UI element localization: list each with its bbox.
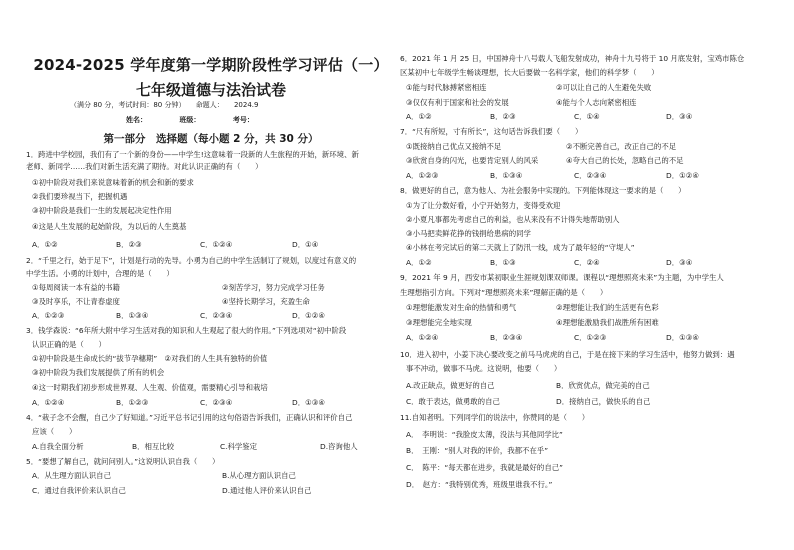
statement: ④能与个人志向紧密相连 <box>556 98 637 107</box>
exam-info <box>70 100 266 110</box>
question-line: 11.自知者明。下列同学们的说法中，你赞同的是（ ） <box>400 413 590 422</box>
statement-row <box>406 318 659 328</box>
question-line: 应该（ ） <box>32 427 77 436</box>
question-line: 生理想指引方向。下列对“理想照亮未来”理解正确的是（ ） <box>400 288 608 297</box>
question-line: 老师、新同学……我们对新生活充满了期待。对此认识正确的有（ ） <box>26 162 263 171</box>
statement: ①能与时代脉搏紧密相连 <box>406 83 487 92</box>
statement: ②我们要珍视当下，把握机遇 <box>32 192 128 201</box>
option: A．①②④ <box>406 333 439 342</box>
question-line: 9．2021 年 9 月，西安市某初职业生涯规划课双师课。课程以“理想照亮未来”为主题，为中学生人 <box>400 273 724 282</box>
option: D．①③④ <box>292 398 325 407</box>
question-line: 认识正确的是（ ） <box>32 340 106 349</box>
answer-options <box>32 486 311 496</box>
statement: ④这是人生发展的起始阶段，为以后的人生奠基 <box>32 222 187 231</box>
student-fields <box>126 115 284 125</box>
statement: ①初中阶段对我们来说意味着新的机会和新的要求 <box>32 178 194 187</box>
option: C．①④ <box>574 112 600 121</box>
statement: ③欣赏自身的闪光，也要肯定别人的风采 <box>406 156 539 165</box>
option: B．②③ <box>116 240 142 249</box>
option: C．②③④ <box>200 398 233 407</box>
name-field-label: 姓名： <box>126 116 147 124</box>
answer-options <box>32 311 325 321</box>
option: D． 赵方：“我特别优秀，班级里谁我不行。” <box>406 480 553 489</box>
option: C.科学鉴定 <box>220 442 258 451</box>
class-field-label: 班级： <box>179 116 201 124</box>
section-title: 第一部分 选择题（每小题 2 分，共 30 分） <box>103 133 319 145</box>
statement: ④夸大自己的长处，忽略自己的不足 <box>566 156 684 165</box>
option: B.从心理方面认识自己 <box>222 471 296 480</box>
question-line: 6．2021 年 1 月 25 日，中国神舟十八号载人飞船发射成功，神舟十九号将于 10 月底发射，宝鸡市陈仓 <box>400 54 745 63</box>
statement: ②理想能让我们的生活更有色彩 <box>556 303 659 312</box>
question-line: 2．“千里之行，始于足下”，计划是行动的先导。小勇为自己的中学生活制订了规划，以度过有意义的 <box>26 256 357 265</box>
exam-date: 2024.9 <box>233 101 259 109</box>
statement: ①初中阶段是生命成长的“拔节孕穗期” ②对我们的人生具有独特的价值 <box>32 354 268 363</box>
statement: ④理想能激励我们战胜所有困难 <box>556 318 659 327</box>
option: C．②③④ <box>200 311 233 320</box>
option: D．③④ <box>666 112 693 121</box>
option: B．②③④ <box>490 333 523 342</box>
question-line: 3．钱学森说：“6年所大附中学习生活对我的知识和人生观起了很大的作用。”下列选项对“初中阶段 <box>26 326 347 335</box>
statement: ③初中阶段是我们一生的发展起决定性作用 <box>32 206 172 215</box>
question-line: 1．跨进中学校园，我们有了一个新的身份——中学生!这意味着一段新的人生旅程的开始，新环境、新 <box>26 150 359 159</box>
answer-options <box>32 442 358 452</box>
option: D．接纳自己，做快乐的自己 <box>556 397 651 406</box>
option: C． 陈平：“每天都在进步，我就是最好的自己” <box>406 463 563 472</box>
option: A．①② <box>32 240 58 249</box>
option: D.咨询他人 <box>320 442 358 451</box>
statement: ①为了让分数好看，小宁开始努力，变得受欢迎 <box>406 201 561 210</box>
option: C．通过自我评价来认识自己 <box>32 486 126 495</box>
statement: ③初中阶段为我们发展提供了所有的机会 <box>32 368 165 377</box>
option: A．①②③ <box>406 171 439 180</box>
option: A．①② <box>406 112 432 121</box>
statement-row <box>406 156 684 166</box>
answer-options <box>406 333 699 343</box>
question-line: 4．“栽子念不会醒，自己少了好知道。”习近平总书记引用的这句俗语告诉我们，正确认识和评价自己 <box>26 413 353 422</box>
option: C．①②③ <box>574 333 607 342</box>
answer-options <box>32 240 318 250</box>
option: A.改正缺点，做更好的自己 <box>406 381 495 390</box>
exam-subtitle: 七年级道德与法治试卷 <box>135 81 286 99</box>
answer-options <box>32 398 325 408</box>
statement-row <box>406 98 637 108</box>
answer-options <box>406 258 692 268</box>
question-line: 10．进入初中，小姜下决心要改变之前马马虎虎的自己，于是在接下来的学习生活中，他努力做到：遇 <box>400 350 735 359</box>
question-line: 区某初中七年级学生畅谈理想，长大后要做一名科学家，他们的科学梦（ ） <box>400 68 659 77</box>
option: A．①②④ <box>32 398 65 407</box>
option: A．①② <box>406 258 432 267</box>
statement: ③小马把卖鲜花挣的钱捐给患病的同学 <box>406 229 531 238</box>
option: B．①②③ <box>116 398 149 407</box>
statement: ②不断完善自己，改正自己的不足 <box>566 142 677 151</box>
exam-title: 2024-2025 学年度第一学期阶段性学习评估（一） <box>33 56 389 74</box>
option: C．②③④ <box>574 171 607 180</box>
statement: ①每周阅读一本有益的书籍 <box>32 283 120 292</box>
answer-options <box>406 171 699 181</box>
statement: ③理想能完全地实现 <box>406 318 472 327</box>
score-time-info: （满分 80 分，考试时间：80 分钟） <box>70 101 186 109</box>
option: B．①③ <box>490 258 516 267</box>
question-line: 7．“尺有所短，寸有所长”，这句话告诉我们要（ ） <box>400 127 583 136</box>
statement: ②可以让自己的人生避免失败 <box>556 83 652 92</box>
option: B．①③④ <box>490 171 523 180</box>
statement-row <box>406 142 676 152</box>
statement-row <box>32 297 310 307</box>
statement-row <box>406 83 651 93</box>
statement: ②刻苦学习，努力完成学习任务 <box>222 283 325 292</box>
question-line: 事不冲动，做事不马虎。这说明，他要（ ） <box>406 364 562 373</box>
option: D．①③④ <box>666 333 699 342</box>
answer-options <box>406 397 650 407</box>
author-label: 命题人： <box>195 101 224 109</box>
option: D．③④ <box>666 258 693 267</box>
answer-options <box>406 381 650 391</box>
statement: ③仅仅有利于国家和社会的发展 <box>406 98 509 107</box>
option: C．敢于表达，做勇敢的自己 <box>406 397 500 406</box>
option: C．①②④ <box>200 240 233 249</box>
statement-row <box>32 283 325 293</box>
answer-options <box>406 112 692 122</box>
option: D.通过他人评价来认识自己 <box>222 486 312 495</box>
option: B．②③ <box>490 112 516 121</box>
statement: ①理想能激发对生命的热情和勇气 <box>406 303 517 312</box>
option: B．欣赏优点，做完美的自己 <box>556 381 650 390</box>
option: D．①②④ <box>292 311 325 320</box>
option: C．②④ <box>574 258 600 267</box>
question-line: 8．做更好的自己，意为他人、为社会服务中实现的。下列能体现这一要求的是（ ） <box>400 186 686 195</box>
statement: ④小林在考完试后的第二天就上了防汛一线，成为了最年轻的“守堤人” <box>406 243 635 252</box>
option: A． 李明说：“我脸皮太薄，没法与其他同学比” <box>406 430 563 439</box>
question-line: 中学生活。小勇的计划中，合理的是（ ） <box>26 269 174 278</box>
option: A.自我全面分析 <box>32 442 84 451</box>
statement: ④坚持长期学习，充盈生命 <box>222 297 310 306</box>
statement-row <box>406 303 659 313</box>
statement: ③及时享乐，不让青春虚度 <box>32 297 120 306</box>
option: A．从生理方面认识自己 <box>32 471 111 480</box>
option: B．①③④ <box>116 311 149 320</box>
statement: ①既接纳自己优点又接纳不足 <box>406 142 502 151</box>
answer-options <box>32 471 296 481</box>
option: D．①④ <box>292 240 319 249</box>
option: B． 王刚：“别人对我的评价，我都不在乎” <box>406 446 549 455</box>
number-field-label: 考号： <box>232 116 254 124</box>
statement: ④这一时期我们初步形成世界观、人生观、价值观，需要精心引导和栽培 <box>32 383 268 392</box>
option: B．相互比较 <box>132 442 175 451</box>
statement: ②小夏凡事都先考虑自己的利益，也从来没有不计得失地帮助别人 <box>406 215 620 224</box>
question-line: 5．“要想了解自己，就问问别人。”这说明认识自我（ ） <box>26 457 220 466</box>
option: D．①②④ <box>666 171 699 180</box>
option: A．①②③ <box>32 311 65 320</box>
